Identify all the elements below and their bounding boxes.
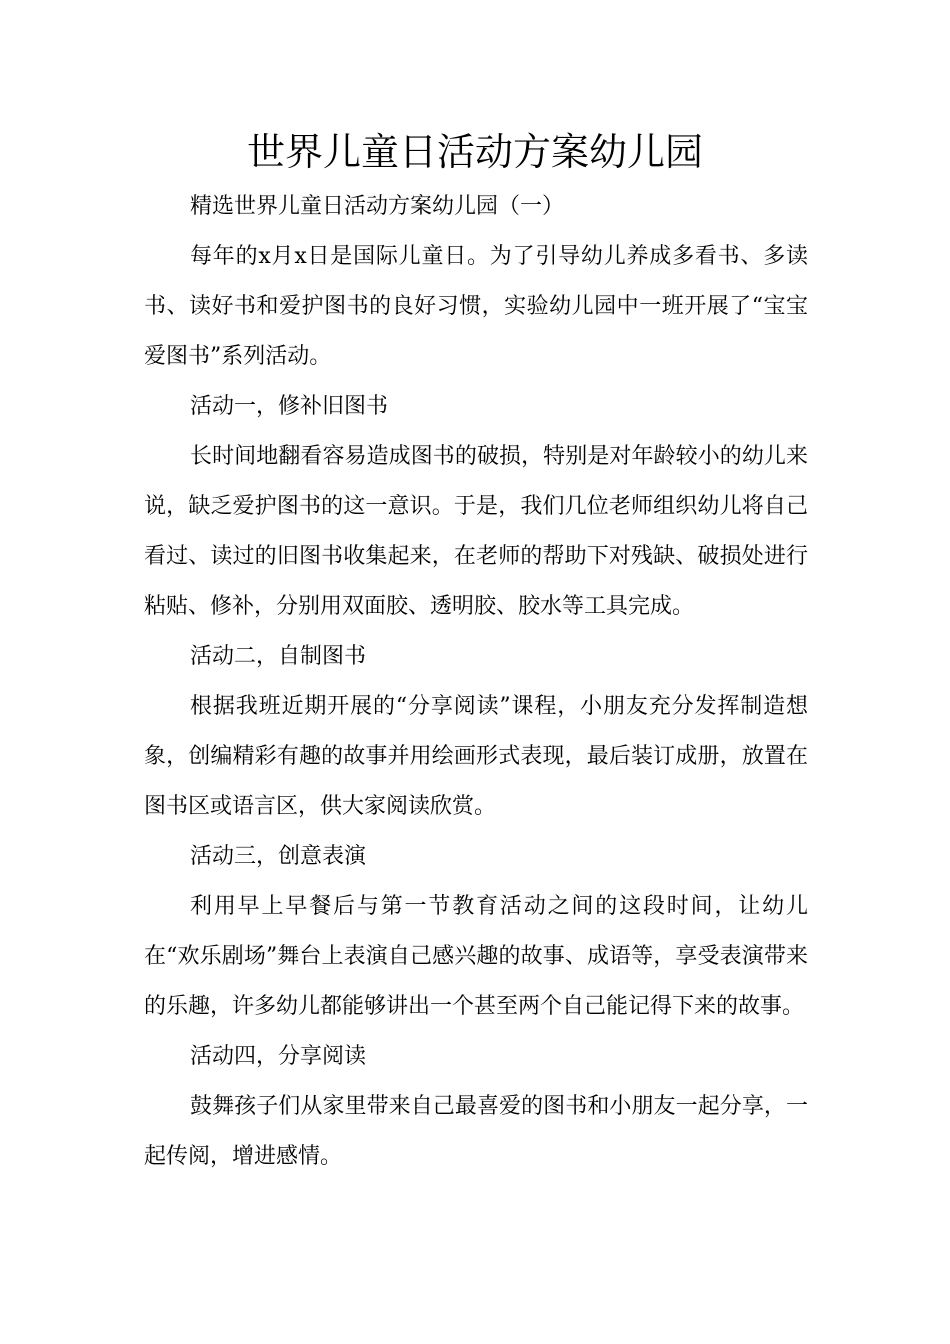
subtitle-paragraph: 精选世界儿童日活动方案幼儿园（一） <box>190 194 565 219</box>
activity-one-paragraph: 长时间地翻看容易造成图书的破损，特别是对年龄较小的幼儿来说，缺乏爱护图书的这一意识。于是，我们几位老师组织幼儿将自己看过、读过的旧图书收集起来，在老师的帮助下对残缺、破损处进行粘贴、修补，分别用双面胶、透明胶、胶水等工具完成。 <box>144 444 808 619</box>
activity-three-heading: 活动三，创意表演 <box>190 844 367 869</box>
activity-two-heading: 活动二，自制图书 <box>190 644 367 669</box>
document-body <box>144 182 808 1182</box>
intro-paragraph: 每年的x月x日是国际儿童日。为了引导幼儿养成多看书、多读书、读好书和爱护图书的良好习惯，实验幼儿园中一班开展了“宝宝爱图书”系列活动。 <box>144 244 808 369</box>
activity-three-paragraph: 利用早上早餐后与第一节教育活动之间的这段时间，让幼儿在“欢乐剧场”舞台上表演自己感兴趣的故事、成语等，享受表演带来的乐趣，许多幼儿都能够讲出一个甚至两个自己能记得下来的故事。 <box>144 894 808 1019</box>
activity-two-paragraph: 根据我班近期开展的“分享阅读”课程，小朋友充分发挥制造想象，创编精彩有趣的故事并用绘画形式表现，最后装订成册，放置在图书区或语言区，供大家阅读欣赏。 <box>144 694 808 819</box>
activity-four-heading: 活动四，分享阅读 <box>190 1044 367 1069</box>
document-title: 世界儿童日活动方案幼儿园 <box>246 130 703 174</box>
activity-four-paragraph: 鼓舞孩子们从家里带来自己最喜爱的图书和小朋友一起分享，一起传阅，增进感情。 <box>144 1094 808 1169</box>
activity-one-heading: 活动一，修补旧图书 <box>190 394 389 419</box>
